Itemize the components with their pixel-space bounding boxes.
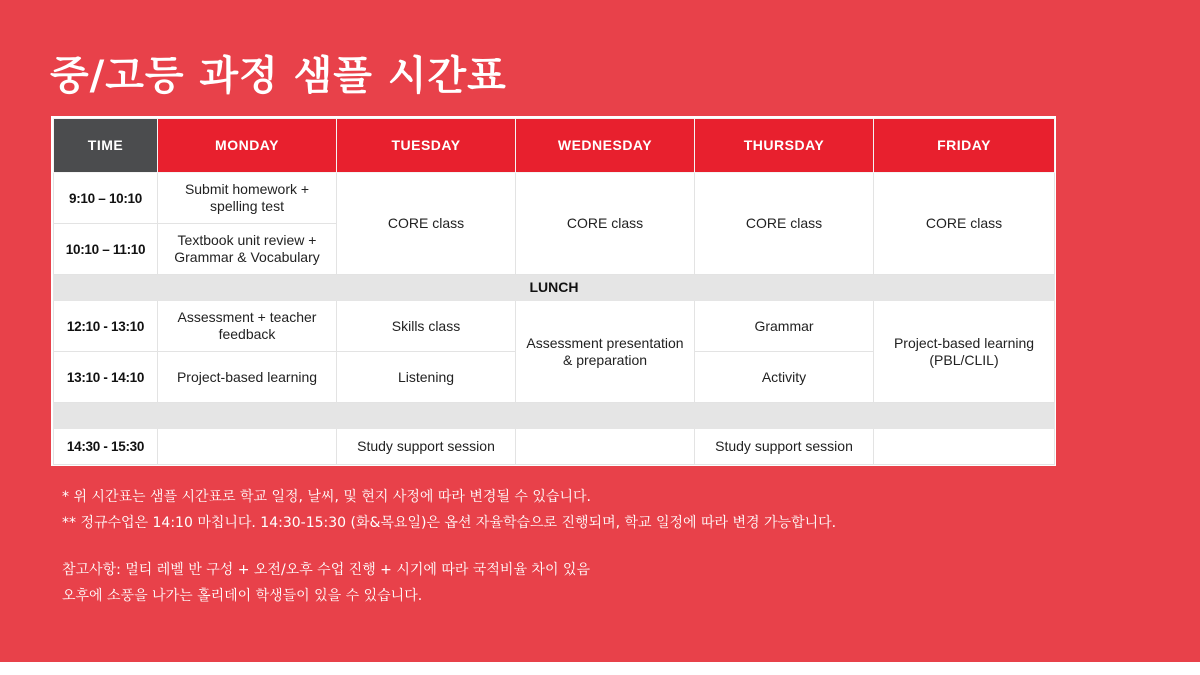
footnote-line: * 위 시간표는 샘플 시간표로 학교 일정, 날씨, 및 현지 사정에 따라 변경될 수 있습니다. (62, 489, 591, 505)
wednesday-cell: Assessment presentation & preparation (516, 301, 695, 403)
header-friday: FRIDAY (874, 119, 1055, 173)
thursday-cell: Study support session (695, 429, 874, 465)
header-tuesday: TUESDAY (337, 119, 516, 173)
table-row (54, 301, 1055, 352)
thursday-cell: CORE class (695, 173, 874, 275)
header-monday: MONDAY (158, 119, 337, 173)
header-row (54, 119, 1055, 173)
friday-cell: Project-based learning (PBL/CLIL) (874, 301, 1055, 403)
bottom-strip (0, 662, 1200, 675)
monday-cell (158, 429, 337, 465)
monday-cell: Submit homework + spelling test (158, 173, 337, 224)
header-time: TIME (54, 119, 158, 173)
time-cell: 9:10 – 10:10 (54, 173, 158, 224)
footnote-line: ** 정규수업은 14:10 마칩니다. 14:30-15:30 (화&목요일)은 옵션 자율학습으로 진행되며, 학교 일정에 따라 변경 가능합니다. (62, 515, 837, 531)
time-cell: 10:10 – 11:10 (54, 224, 158, 275)
tuesday-cell: CORE class (337, 173, 516, 275)
lunch-row (54, 275, 1055, 301)
footnotes (62, 484, 836, 609)
table-row (54, 429, 1055, 465)
tuesday-cell: Listening (337, 352, 516, 403)
time-cell: 13:10 - 14:10 (54, 352, 158, 403)
page-title: 중/고등 과정 샘플 시간표 (50, 53, 507, 99)
header-wednesday: WEDNESDAY (516, 119, 695, 173)
monday-cell: Textbook unit review + Grammar & Vocabulary (158, 224, 337, 275)
monday-cell: Assessment + teacher feedback (158, 301, 337, 352)
header-thursday: THURSDAY (695, 119, 874, 173)
table-row (54, 173, 1055, 224)
break-row (54, 403, 1055, 429)
tuesday-cell: Skills class (337, 301, 516, 352)
wednesday-cell (516, 429, 695, 465)
wednesday-cell: CORE class (516, 173, 695, 275)
friday-cell (874, 429, 1055, 465)
monday-cell: Project-based learning (158, 352, 337, 403)
lunch-label: LUNCH (54, 275, 1055, 301)
time-cell: 12:10 - 13:10 (54, 301, 158, 352)
time-cell: 14:30 - 15:30 (54, 429, 158, 465)
timetable (51, 116, 1056, 466)
reference-note: 오후에 소풍을 나가는 홀리데이 학생들이 있을 수 있습니다. (62, 588, 423, 604)
reference-note: 참고사항: 멀티 레벨 반 구성 + 오전/오후 수업 진행 + 시기에 따라 국적비율 차이 있음 (62, 562, 590, 578)
timetable-grid (53, 118, 1055, 465)
footnote-gap (62, 536, 836, 557)
thursday-cell: Grammar (695, 301, 874, 352)
tuesday-cell: Study support session (337, 429, 516, 465)
thursday-cell: Activity (695, 352, 874, 403)
friday-cell: CORE class (874, 173, 1055, 275)
break-band (54, 403, 1055, 429)
